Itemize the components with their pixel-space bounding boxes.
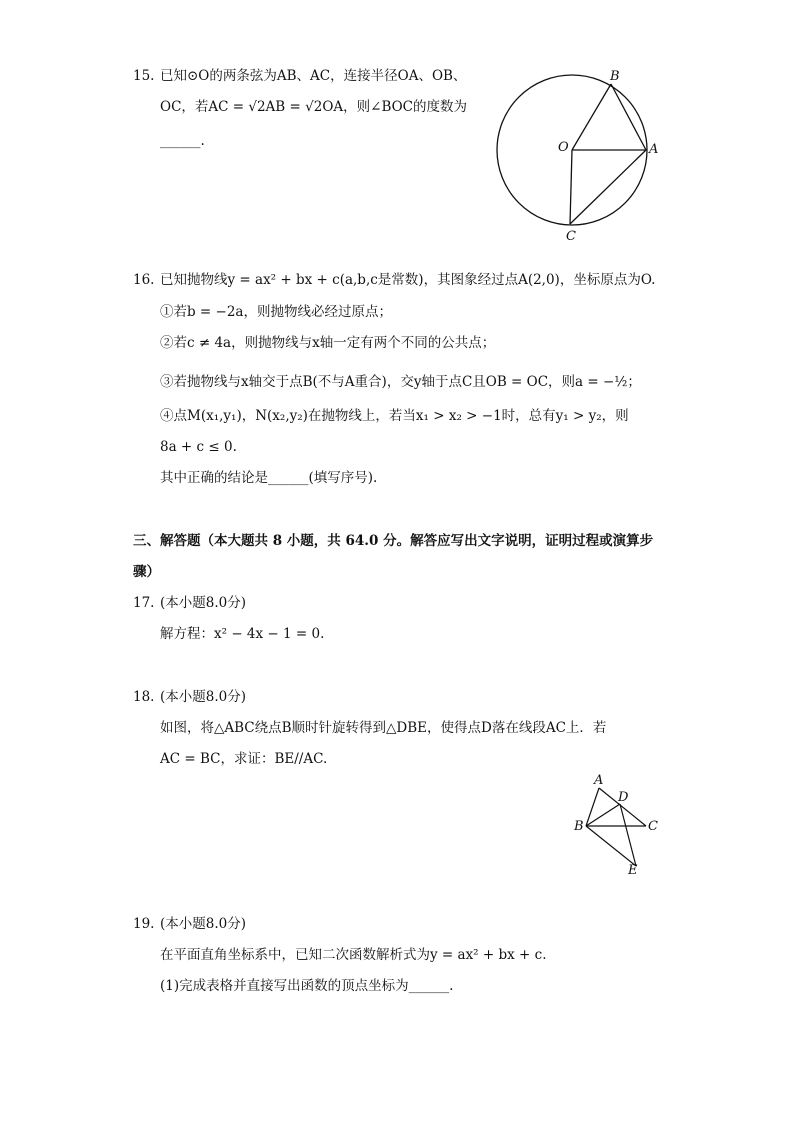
circle-figure — [484, 64, 664, 244]
question-16-item-3: ③若抛物线与x轴交于点B(不与A重合)，交y轴于点C且OB = OC，则a = −½； — [160, 374, 641, 390]
question-15-number: 15. — [133, 68, 155, 84]
question-19-score: (本小题8.0分) — [160, 916, 247, 932]
segment-be — [586, 826, 636, 866]
label-a: A — [594, 773, 604, 788]
question-16-item-4: ④点M(x₁,y₁)，N(x₂,y₂)在抛物线上，若当x₁ > x₂ > −1时，总有y₁ > y₂，则 — [160, 408, 629, 424]
question-17-number: 17. — [133, 595, 155, 611]
question-18-score: (本小题8.0分) — [160, 689, 247, 705]
section-3-heading: 三、解答题（本大题共 8 小题，共 64.0 分。解答应写出文字说明，证明过程或演算步 — [133, 533, 654, 549]
question-19-line-1: 在平面直角坐标系中，已知二次函数解析式为y = ax² + bx + c. — [160, 947, 547, 963]
question-16-line-1: 已知抛物线y = ax² + bx + c(a,b,c是常数)，其图象经过点A(2,0)，坐标原点为O. — [160, 272, 656, 288]
question-15-line-2: OC，若AC = √2AB = √2OA，则∠BOC的度数为 — [160, 99, 468, 115]
label-c: C — [648, 819, 658, 834]
question-19-number: 19. — [133, 916, 155, 932]
chord-ab — [611, 84, 646, 150]
label-c: C — [566, 229, 576, 244]
question-16-item-4-cont: 8a + c ≤ 0. — [160, 439, 237, 455]
chord-ac — [570, 150, 646, 224]
question-18-line-2: AC = BC，求证：BE//AC. — [160, 751, 328, 767]
question-15-answer-blank: ______. — [160, 133, 205, 149]
label-b: B — [610, 69, 620, 84]
question-17-score: (本小题8.0分) — [160, 595, 247, 611]
question-16-item-1: ①若b = −2a，则抛物线必经过原点； — [160, 304, 392, 320]
label-a: A — [649, 142, 659, 157]
question-16-ask: 其中正确的结论是______(填写序号). — [160, 470, 378, 486]
question-16-number: 16. — [133, 272, 155, 288]
question-18-number: 18. — [133, 689, 155, 705]
segment-bd — [586, 804, 620, 826]
question-19-line-2: (1)完成表格并直接写出函数的顶点坐标为______. — [160, 978, 454, 994]
segment-de — [620, 804, 636, 866]
label-d: D — [618, 790, 629, 805]
question-18-line-1: 如图，将△ABC绕点B顺时针旋转得到△DBE，使得点D落在线段AC上．若 — [160, 720, 607, 736]
segment-ob — [572, 84, 611, 150]
label-e: E — [628, 863, 638, 878]
segment-ab — [586, 788, 599, 826]
section-3-heading-cont: 骤） — [133, 564, 160, 580]
question-17-text: 解方程：x² − 4x − 1 = 0. — [160, 626, 325, 642]
label-o: O — [558, 140, 569, 155]
label-b: B — [574, 819, 584, 834]
question-15-line-1: 已知⊙O的两条弦为AB、AC，连接半径OA、OB、 — [160, 68, 467, 84]
segment-oc — [570, 150, 572, 224]
question-16-item-2: ②若c ≠ 4a，则抛物线与x轴一定有两个不同的公共点； — [160, 335, 496, 351]
rotation-figure — [566, 770, 666, 880]
